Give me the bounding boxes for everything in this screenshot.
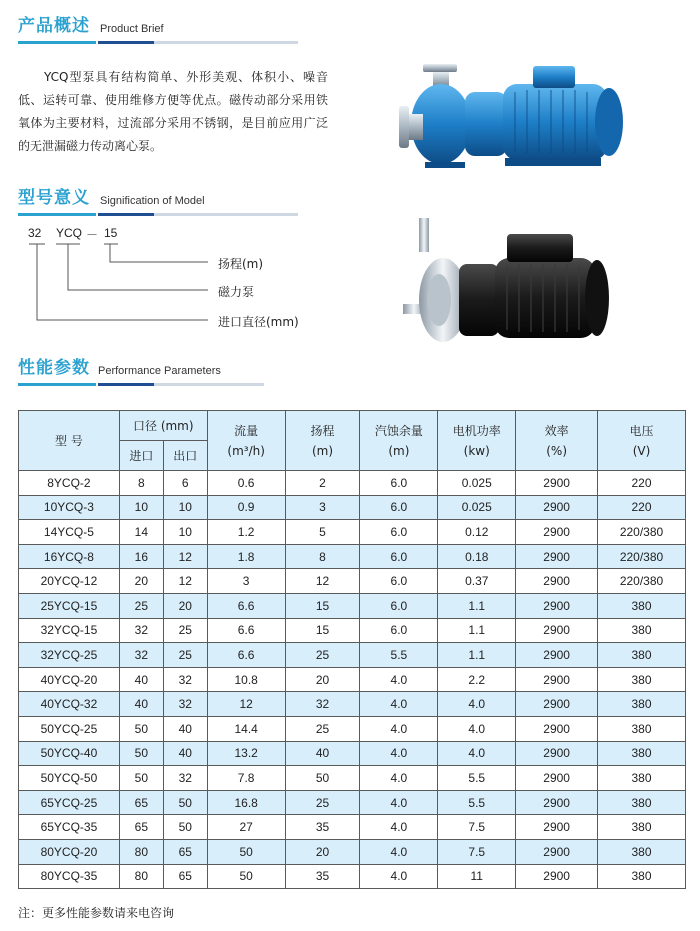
table-row (19, 839, 686, 864)
section-title-cn: 产品概述 (18, 16, 90, 36)
cell-npsh: 5.5 (360, 643, 438, 668)
cell-voltage: 220/380 (598, 520, 686, 545)
cell-model: 50YCQ-50 (19, 766, 120, 791)
cell-head: 25 (285, 716, 360, 741)
header-power-unit: (kw) (463, 443, 490, 458)
cell-voltage: 380 (598, 667, 686, 692)
cell-efficiency: 2900 (516, 839, 598, 864)
cell-voltage: 380 (598, 766, 686, 791)
table-row (19, 544, 686, 569)
section-title-en: Product Brief (100, 23, 164, 35)
cell-voltage: 380 (598, 643, 686, 668)
cell-outlet: 40 (163, 741, 207, 766)
cell-head: 20 (285, 667, 360, 692)
section-header-model-meaning (18, 176, 298, 216)
cell-outlet: 25 (163, 618, 207, 643)
cell-voltage: 380 (598, 716, 686, 741)
cell-voltage: 380 (598, 741, 686, 766)
cell-efficiency: 2900 (516, 790, 598, 815)
header-underline-dark (98, 41, 154, 44)
cell-efficiency: 2900 (516, 864, 598, 889)
header-underline-accent (18, 41, 96, 44)
cell-npsh: 4.0 (360, 815, 438, 840)
section-title-cn: 型号意义 (18, 188, 90, 208)
cell-model: 50YCQ-25 (19, 716, 120, 741)
cell-power: 1.1 (438, 643, 516, 668)
cell-flow: 50 (207, 864, 285, 889)
cell-voltage: 380 (598, 790, 686, 815)
cell-power: 0.025 (438, 471, 516, 496)
cell-flow: 7.8 (207, 766, 285, 791)
cell-inlet: 25 (119, 593, 163, 618)
cell-power: 5.5 (438, 790, 516, 815)
cell-inlet: 20 (119, 569, 163, 594)
table-row (19, 741, 686, 766)
cell-outlet: 32 (163, 692, 207, 717)
table-row (19, 716, 686, 741)
header-npsh (360, 411, 438, 471)
section-header-performance (18, 346, 264, 386)
table-row (19, 471, 686, 496)
header-head (285, 411, 360, 471)
header-power (438, 411, 516, 471)
cell-head: 25 (285, 643, 360, 668)
cell-voltage: 380 (598, 839, 686, 864)
header-underline-dark (98, 383, 154, 386)
table-row (19, 495, 686, 520)
cell-flow: 1.8 (207, 544, 285, 569)
product-brief-paragraph: YCQ型泵具有结构简单、外形美观、体积小、噪音低、运转可靠、使用维修方便等优点。磁传动部分采用铁氧体为主要材料，过流部分采用不锈钢，是目前应用广泛的无泄漏磁力传动离心泵。 (18, 70, 328, 153)
cell-npsh: 4.0 (360, 692, 438, 717)
cell-flow: 0.9 (207, 495, 285, 520)
cell-voltage: 380 (598, 692, 686, 717)
cell-head: 40 (285, 741, 360, 766)
cell-flow: 3 (207, 569, 285, 594)
cell-head: 2 (285, 471, 360, 496)
cell-npsh: 6.0 (360, 618, 438, 643)
performance-table-body (19, 471, 686, 889)
section-title-en: Signification of Model (100, 195, 205, 207)
header-underline-light (154, 41, 298, 44)
cell-flow: 12 (207, 692, 285, 717)
header-efficiency-unit: (%) (546, 443, 567, 458)
cell-outlet: 32 (163, 667, 207, 692)
cell-inlet: 10 (119, 495, 163, 520)
cell-efficiency: 2900 (516, 471, 598, 496)
cell-voltage: 220 (598, 495, 686, 520)
header-power-label: 电机功率 (452, 423, 501, 438)
cell-head: 35 (285, 815, 360, 840)
cell-model: 32YCQ-25 (19, 643, 120, 668)
header-underline-accent (18, 383, 96, 386)
cell-npsh: 4.0 (360, 766, 438, 791)
section-title-en: Performance Parameters (98, 365, 221, 377)
cell-npsh: 6.0 (360, 495, 438, 520)
header-underline-dark (98, 213, 154, 216)
cell-flow: 14.4 (207, 716, 285, 741)
cell-voltage: 380 (598, 618, 686, 643)
cell-outlet: 12 (163, 569, 207, 594)
cell-power: 7.5 (438, 839, 516, 864)
cell-power: 2.2 (438, 667, 516, 692)
table-header-row (19, 411, 686, 441)
cell-outlet: 6 (163, 471, 207, 496)
cell-head: 32 (285, 692, 360, 717)
table-row (19, 643, 686, 668)
header-model: 型 号 (19, 411, 120, 471)
cell-npsh: 4.0 (360, 741, 438, 766)
header-npsh-label: 汽蚀余量 (374, 423, 423, 438)
cell-head: 25 (285, 790, 360, 815)
cell-model: 80YCQ-20 (19, 839, 120, 864)
cell-flow: 0.6 (207, 471, 285, 496)
cell-power: 4.0 (438, 692, 516, 717)
cell-flow: 16.8 (207, 790, 285, 815)
cell-model: 32YCQ-15 (19, 618, 120, 643)
header-flow (207, 411, 285, 471)
cell-voltage: 380 (598, 815, 686, 840)
model-code-head: 15 (104, 226, 118, 240)
cell-model: 80YCQ-35 (19, 864, 120, 889)
cell-head: 3 (285, 495, 360, 520)
cell-model: 8YCQ-2 (19, 471, 120, 496)
cell-efficiency: 2900 (516, 692, 598, 717)
cell-power: 1.1 (438, 618, 516, 643)
cell-outlet: 50 (163, 815, 207, 840)
cell-voltage: 220/380 (598, 544, 686, 569)
header-flow-label: 流量 (234, 423, 259, 438)
cell-outlet: 65 (163, 839, 207, 864)
header-efficiency-label: 效率 (544, 423, 569, 438)
cell-head: 8 (285, 544, 360, 569)
cell-model: 20YCQ-12 (19, 569, 120, 594)
cell-model: 65YCQ-35 (19, 815, 120, 840)
cell-voltage: 220/380 (598, 569, 686, 594)
cell-efficiency: 2900 (516, 716, 598, 741)
table-row (19, 815, 686, 840)
cell-npsh: 6.0 (360, 544, 438, 569)
header-bore: 口径 (mm) (119, 411, 207, 441)
cell-npsh: 6.0 (360, 593, 438, 618)
cell-flow: 27 (207, 815, 285, 840)
header-underline-light (154, 383, 264, 386)
cell-model: 50YCQ-40 (19, 741, 120, 766)
header-outlet: 出口 (163, 441, 207, 471)
cell-head: 15 (285, 593, 360, 618)
cell-efficiency: 2900 (516, 741, 598, 766)
header-underline-light (154, 213, 298, 216)
cell-outlet: 10 (163, 495, 207, 520)
cell-head: 5 (285, 520, 360, 545)
model-label-inlet-diameter: 进口直径(mm) (218, 315, 299, 329)
cell-outlet: 65 (163, 864, 207, 889)
cell-inlet: 50 (119, 741, 163, 766)
section-header-product-brief (18, 4, 298, 44)
cell-efficiency: 2900 (516, 815, 598, 840)
model-code-dash: － (86, 228, 99, 242)
cell-flow: 10.8 (207, 667, 285, 692)
cell-voltage: 380 (598, 593, 686, 618)
cell-npsh: 6.0 (360, 471, 438, 496)
cell-flow: 6.6 (207, 618, 285, 643)
table-row (19, 766, 686, 791)
header-head-label: 扬程 (310, 423, 335, 438)
cell-inlet: 80 (119, 864, 163, 889)
cell-model: 14YCQ-5 (19, 520, 120, 545)
header-efficiency (516, 411, 598, 471)
header-npsh-unit: (m) (388, 443, 410, 458)
cell-model: 25YCQ-15 (19, 593, 120, 618)
cell-outlet: 20 (163, 593, 207, 618)
table-row (19, 864, 686, 889)
header-inlet: 进口 (119, 441, 163, 471)
cell-flow: 50 (207, 839, 285, 864)
cell-npsh: 4.0 (360, 667, 438, 692)
cell-flow: 1.2 (207, 520, 285, 545)
cell-efficiency: 2900 (516, 593, 598, 618)
cell-efficiency: 2900 (516, 569, 598, 594)
cell-model: 40YCQ-32 (19, 692, 120, 717)
cell-inlet: 40 (119, 667, 163, 692)
header-flow-unit: (m³/h) (227, 443, 265, 458)
cell-outlet: 12 (163, 544, 207, 569)
cell-inlet: 50 (119, 716, 163, 741)
model-code-series: YCQ (56, 226, 83, 240)
cell-power: 0.12 (438, 520, 516, 545)
cell-model: 16YCQ-8 (19, 544, 120, 569)
section-title-cn: 性能参数 (18, 358, 90, 378)
cell-inlet: 32 (119, 618, 163, 643)
cell-flow: 13.2 (207, 741, 285, 766)
product-brief-text (18, 66, 328, 158)
cell-inlet: 40 (119, 692, 163, 717)
cell-head: 15 (285, 618, 360, 643)
cell-outlet: 40 (163, 716, 207, 741)
cell-inlet: 65 (119, 815, 163, 840)
model-label-magnetic-pump: 磁力泵 (218, 285, 255, 299)
cell-voltage: 380 (598, 864, 686, 889)
header-head-unit: (m) (311, 443, 334, 458)
cell-power: 0.025 (438, 495, 516, 520)
table-row (19, 520, 686, 545)
cell-power: 4.0 (438, 741, 516, 766)
cell-power: 5.5 (438, 766, 516, 791)
cell-npsh: 6.0 (360, 569, 438, 594)
cell-npsh: 4.0 (360, 839, 438, 864)
cell-outlet: 25 (163, 643, 207, 668)
cell-inlet: 80 (119, 839, 163, 864)
header-underline-accent (18, 213, 96, 216)
cell-npsh: 6.0 (360, 520, 438, 545)
cell-inlet: 8 (119, 471, 163, 496)
table-row (19, 618, 686, 643)
cell-head: 20 (285, 839, 360, 864)
cell-flow: 6.6 (207, 593, 285, 618)
cell-inlet: 14 (119, 520, 163, 545)
black-magnetic-pump-image (403, 212, 613, 346)
cell-efficiency: 2900 (516, 544, 598, 569)
cell-flow: 6.6 (207, 643, 285, 668)
table-row (19, 593, 686, 618)
footnote: 注：更多性能参数请来电咨询 (18, 906, 175, 920)
cell-power: 0.37 (438, 569, 516, 594)
blue-magnetic-pump-image (395, 52, 627, 180)
cell-head: 35 (285, 864, 360, 889)
header-voltage (598, 411, 686, 471)
cell-efficiency: 2900 (516, 618, 598, 643)
model-code-inlet: 32 (28, 226, 42, 240)
header-voltage-label: 电压 (629, 423, 654, 438)
cell-power: 7.5 (438, 815, 516, 840)
table-row (19, 692, 686, 717)
table-row (19, 790, 686, 815)
cell-model: 65YCQ-25 (19, 790, 120, 815)
table-row (19, 667, 686, 692)
cell-model: 40YCQ-20 (19, 667, 120, 692)
cell-npsh: 4.0 (360, 716, 438, 741)
cell-npsh: 4.0 (360, 864, 438, 889)
cell-npsh: 4.0 (360, 790, 438, 815)
cell-power: 1.1 (438, 593, 516, 618)
table-row (19, 569, 686, 594)
cell-power: 11 (438, 864, 516, 889)
cell-inlet: 16 (119, 544, 163, 569)
cell-head: 12 (285, 569, 360, 594)
header-voltage-unit: (V) (632, 443, 651, 458)
cell-efficiency: 2900 (516, 667, 598, 692)
cell-outlet: 10 (163, 520, 207, 545)
cell-inlet: 65 (119, 790, 163, 815)
cell-efficiency: 2900 (516, 520, 598, 545)
cell-inlet: 32 (119, 643, 163, 668)
cell-outlet: 32 (163, 766, 207, 791)
performance-table (18, 410, 686, 889)
cell-model: 10YCQ-3 (19, 495, 120, 520)
cell-inlet: 50 (119, 766, 163, 791)
cell-outlet: 50 (163, 790, 207, 815)
cell-voltage: 220 (598, 471, 686, 496)
cell-head: 50 (285, 766, 360, 791)
cell-power: 0.18 (438, 544, 516, 569)
model-label-head: 扬程(m) (218, 257, 264, 271)
cell-efficiency: 2900 (516, 643, 598, 668)
cell-power: 4.0 (438, 716, 516, 741)
cell-efficiency: 2900 (516, 766, 598, 791)
cell-efficiency: 2900 (516, 495, 598, 520)
